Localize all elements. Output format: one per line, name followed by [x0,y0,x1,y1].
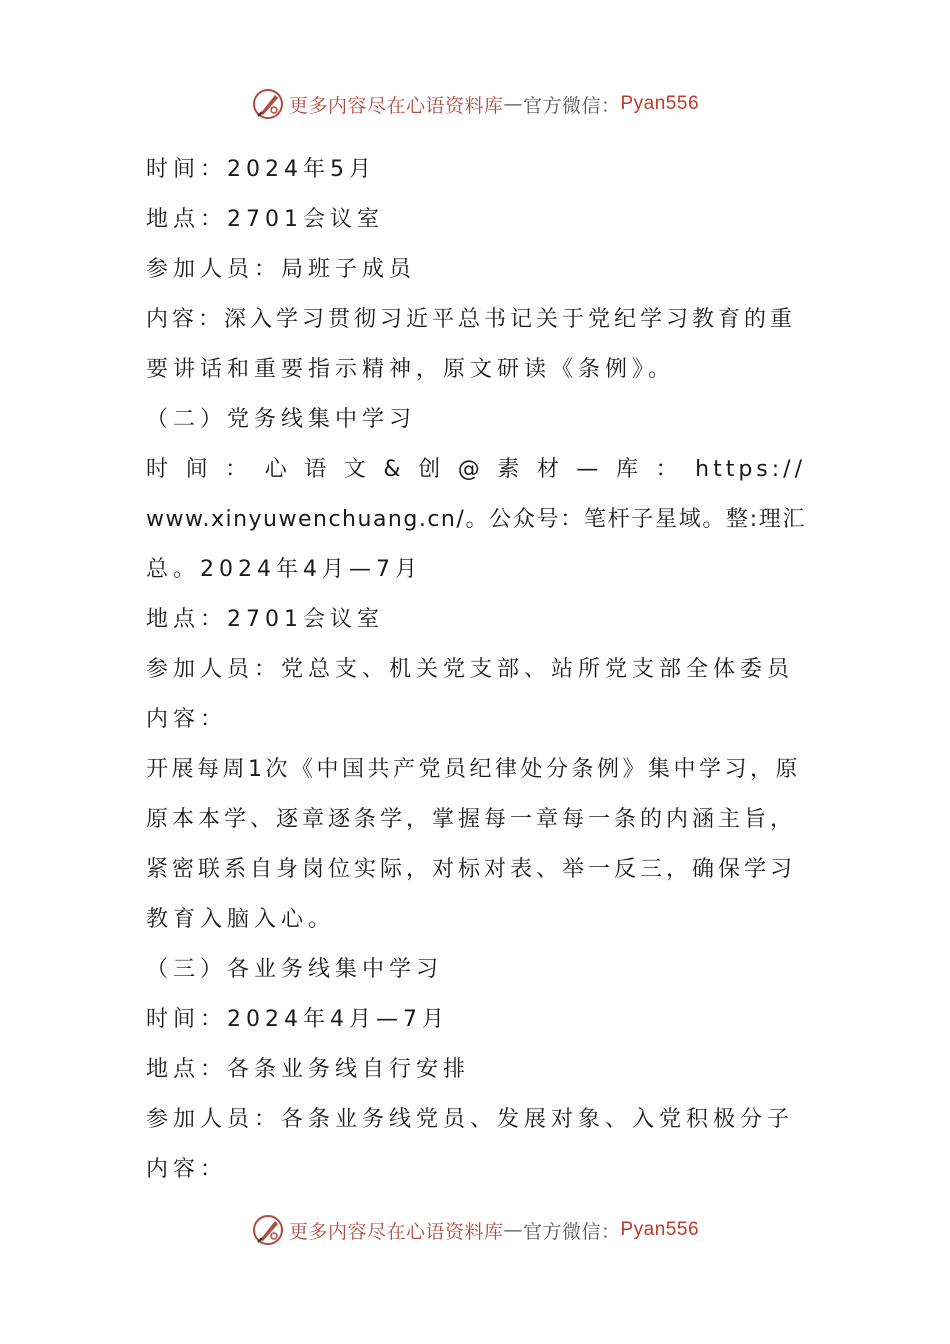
text-line: 地点：2701会议室 [146,207,384,232]
banner-wechat-id: Pyan556 [620,1219,700,1240]
text-line: www.xinyuwenchuang.cn/。公众号：笔杆子星域。整:理汇 [146,507,806,532]
text-line: 时间：心语文&创@素材—库：https:// [146,457,806,482]
text-line: 地点：各条业务线自行安排 [146,1057,471,1082]
document-body [146,145,806,1195]
text-line: 总。2024年4月—7月 [146,557,422,582]
text-line: 参加人员：局班子成员 [146,257,417,282]
banner-separator: — [503,1219,523,1241]
text-line: 原本本学、逐章逐条学，掌握每一章每一条的内涵主旨， [146,807,797,832]
text-line: 紧密联系自身岗位实际，对标对表、举一反三，确保学习 [146,857,797,882]
text-line: 开展每周1次《中国共产党员纪律处分条例》集中学习，原 [146,757,801,782]
text-line: 参加人员：党总支、机关党支部、站所党支部全体委员 [146,657,795,682]
text-line: 内容： [146,707,228,732]
text-line: 内容：深入学习贯彻习近平总书记关于党纪学习教育的重 [146,307,797,332]
section-heading: （三）各业务线集中学习 [146,957,444,982]
text-line: 要讲话和重要指示精神，原文研读《条例》。 [146,357,676,382]
header-banner [0,84,950,124]
banner-main-text: 更多内容尽在心语资料库 [288,94,504,117]
banner-main-text: 更多内容尽在心语资料库 [288,1220,504,1243]
section-heading: （二）党务线集中学习 [146,407,417,432]
banner-wechat-id: Pyan556 [620,93,700,114]
text-line: 时间：2024年5月 [146,157,376,182]
banner-wechat-label: 官方微信： [522,1220,621,1243]
banner-wechat-label: 官方微信： [522,94,621,117]
quill-logo-icon [251,87,285,121]
footer-banner [0,1210,950,1250]
text-line: 参加人员：各条业务线党员、发展对象、入党积极分子 [146,1107,795,1132]
text-line: 地点：2701会议室 [146,607,384,632]
text-line: 内容： [146,1157,228,1182]
text-line: 时间：2024年4月—7月 [146,1007,449,1032]
banner-separator: — [503,93,523,115]
quill-logo-icon [251,1213,285,1247]
text-line: 教育入脑入心。 [146,907,336,932]
